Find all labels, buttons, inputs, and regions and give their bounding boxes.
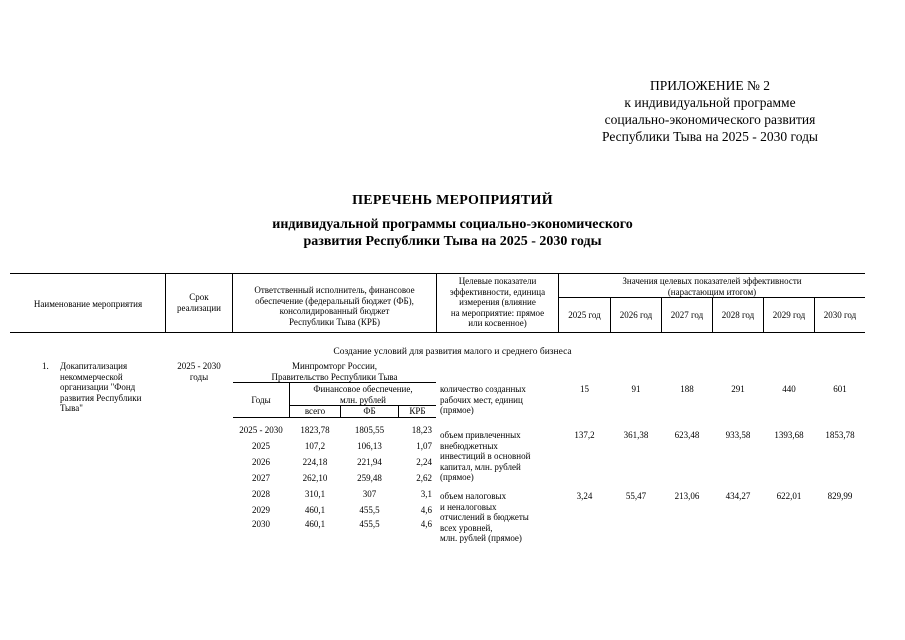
- header-year: 2027 год: [670, 310, 704, 320]
- indicator-value: 440: [782, 384, 796, 394]
- finance-header-years: Годы: [251, 395, 271, 405]
- finance-total: 460,1: [304, 505, 326, 515]
- finance-krb: 3,1: [420, 489, 432, 499]
- header-executor: [233, 285, 436, 327]
- indicator-line: объем налоговых: [440, 491, 507, 501]
- document-title: ПЕРЕЧЕНЬ МЕРОПРИЯТИЙ: [352, 193, 553, 208]
- indicator-line: и неналоговых: [440, 501, 497, 512]
- indicator-line: рабочих мест, единиц: [440, 394, 523, 405]
- annex-title: ПРИЛОЖЕНИЕ № 2: [649, 78, 771, 93]
- header-values-line: (нарастающим итогом): [667, 286, 757, 297]
- finance-krb: 2,24: [416, 457, 432, 467]
- finance-year: 2029: [252, 505, 270, 515]
- header-indicators: [437, 276, 558, 329]
- indicator-line: внебюджетных: [440, 440, 498, 451]
- header-year: 2028 год: [721, 310, 755, 320]
- indicator-value: 933,58: [725, 430, 751, 440]
- finance-total: 224,18: [302, 457, 328, 467]
- measure-term-line: 2025 - 2030: [177, 361, 221, 371]
- header-executor-line: Республики Тыва (КРБ): [288, 316, 381, 327]
- header-indicator-line: эффективности, единица: [449, 286, 546, 297]
- finance-total: 107,2: [304, 441, 326, 451]
- subtitle-line: индивидуальной программы социально-экономического: [272, 217, 633, 232]
- indicator-label: [440, 430, 558, 483]
- header-indicator-line: измерения (влияние: [459, 297, 536, 307]
- finance-fb: 307: [362, 489, 377, 499]
- indicator-value: 291: [731, 384, 745, 394]
- annex-line: социально-экономического развития: [604, 112, 816, 127]
- measure-executor-line: Правительство Республики Тыва: [271, 371, 398, 382]
- finance-krb: 2,62: [416, 473, 432, 483]
- finance-header-line: млн. рублей: [340, 394, 386, 405]
- indicator-value: 622,01: [776, 491, 802, 501]
- subtitle-line: развития Республики Тыва на 2025 - 2030 годы: [303, 234, 602, 249]
- header-term-line: реализации: [177, 302, 221, 313]
- indicator-value: 601: [833, 384, 847, 394]
- measure-name: [60, 361, 165, 414]
- indicator-value: 361,38: [623, 430, 649, 440]
- indicator-value: 188: [680, 384, 694, 394]
- measure-name-line: Тыва": [60, 403, 83, 413]
- finance-krb: 18,23: [411, 425, 432, 435]
- finance-year: 2028: [252, 489, 270, 499]
- indicator-value: 213,06: [674, 491, 700, 501]
- finance-total: 262,10: [302, 473, 328, 483]
- finance-year: 2030: [252, 519, 270, 529]
- finance-fb: 259,48: [357, 473, 382, 483]
- indicator-value: 1393,68: [774, 430, 804, 440]
- indicator-value: 1853,78: [825, 430, 855, 440]
- indicator-value: 91: [631, 384, 641, 394]
- indicator-line: объем привлеченных: [440, 430, 521, 440]
- measure-name-line: Докапитализация: [60, 361, 128, 371]
- finance-year: 2025: [252, 441, 270, 451]
- measure-term-line: годы: [189, 371, 209, 382]
- header-year: 2029 год: [772, 310, 806, 320]
- finance-header-bottom: [233, 417, 436, 418]
- measure-executor-line: Минпромторг России,: [291, 361, 378, 371]
- indicator-value: 137,2: [574, 430, 595, 440]
- indicator-label: [440, 491, 558, 544]
- header-executor-line: консолидированный бюджет: [279, 306, 390, 316]
- header-indicator-line: или косвенное): [468, 318, 527, 328]
- indicator-value: 3,24: [576, 491, 593, 501]
- section-heading: Создание условий для развития малого и среднего бизнеса: [333, 347, 572, 357]
- finance-year: 2025 - 2030: [239, 425, 283, 435]
- finance-krb: 4,6: [420, 519, 432, 529]
- indicator-line: (прямое): [440, 472, 474, 482]
- finance-year: 2027: [252, 473, 270, 483]
- header-values-line: Значения целевых показателей эффективности: [622, 276, 802, 286]
- finance-header-fb: ФБ: [363, 406, 376, 416]
- finance-krb: 1,07: [416, 441, 432, 451]
- header-indicator-line: на мероприятие: прямое: [450, 307, 545, 318]
- finance-header-line: Финансовое обеспечение,: [313, 384, 413, 394]
- measure-number: 1.: [42, 361, 49, 371]
- finance-header-amount: [290, 384, 436, 405]
- indicator-line: количество созданных: [440, 384, 526, 394]
- finance-header-krb: КРБ: [409, 406, 426, 416]
- measure-executor: [233, 361, 436, 382]
- header-term: [166, 292, 232, 313]
- annex-line: Республики Тыва на 2025 - 2030 годы: [601, 129, 819, 144]
- annex-line: к индивидуальной программе: [624, 95, 796, 110]
- finance-fb: 221,94: [357, 457, 382, 467]
- finance-fb: 455,5: [359, 505, 380, 515]
- finance-fb: 1805,55: [354, 425, 385, 435]
- header-year: 2025 год: [568, 310, 601, 320]
- header-values: [559, 276, 865, 297]
- header-name: Наименование мероприятия: [33, 299, 143, 309]
- finance-fb: 106,13: [357, 441, 382, 451]
- measure-name-line: некоммерческой: [60, 371, 123, 382]
- indicator-label: [440, 384, 558, 416]
- table-top-border: [10, 273, 865, 274]
- finance-top-border: [233, 382, 436, 383]
- indicator-value: 55,47: [625, 491, 647, 501]
- finance-krb: 4,6: [420, 505, 432, 515]
- finance-header-total: всего: [304, 406, 326, 416]
- header-term-line: Срок: [189, 292, 209, 302]
- annex-block: [560, 77, 860, 145]
- measure-name-line: развития Республики: [60, 392, 142, 403]
- header-executor-line: обеспечение (федеральный бюджет (ФБ),: [255, 295, 414, 306]
- measure-term: [166, 361, 232, 382]
- indicator-line: отчислений в бюджеты: [440, 512, 529, 522]
- indicator-line: (прямое): [440, 405, 474, 415]
- header-indicator-line: Целевые показатели: [458, 276, 537, 286]
- finance-total: 460,1: [304, 519, 326, 529]
- measure-name-line: организации "Фонд: [60, 382, 136, 392]
- indicator-value: 623,48: [674, 430, 700, 440]
- header-year: 2030 год: [823, 310, 857, 320]
- indicator-line: всех уровней,: [440, 522, 493, 533]
- indicator-line: инвестиций в основной: [440, 451, 531, 461]
- indicator-value: 829,99: [827, 491, 853, 501]
- header-bottom-border: [10, 332, 865, 333]
- finance-total: 1823,78: [300, 425, 330, 435]
- header-year: 2026 год: [619, 310, 653, 320]
- indicator-line: капитал, млн. рублей: [440, 461, 521, 472]
- finance-year: 2026: [252, 457, 270, 467]
- finance-total: 310,1: [304, 489, 326, 499]
- finance-fb: 455,5: [359, 519, 380, 529]
- indicator-line: млн. рублей (прямое): [440, 533, 522, 543]
- document-subtitle: [0, 216, 905, 250]
- header-executor-line: Ответственный исполнитель, финансовое: [254, 285, 415, 295]
- indicator-value: 15: [580, 384, 589, 394]
- indicator-value: 434,27: [725, 491, 751, 501]
